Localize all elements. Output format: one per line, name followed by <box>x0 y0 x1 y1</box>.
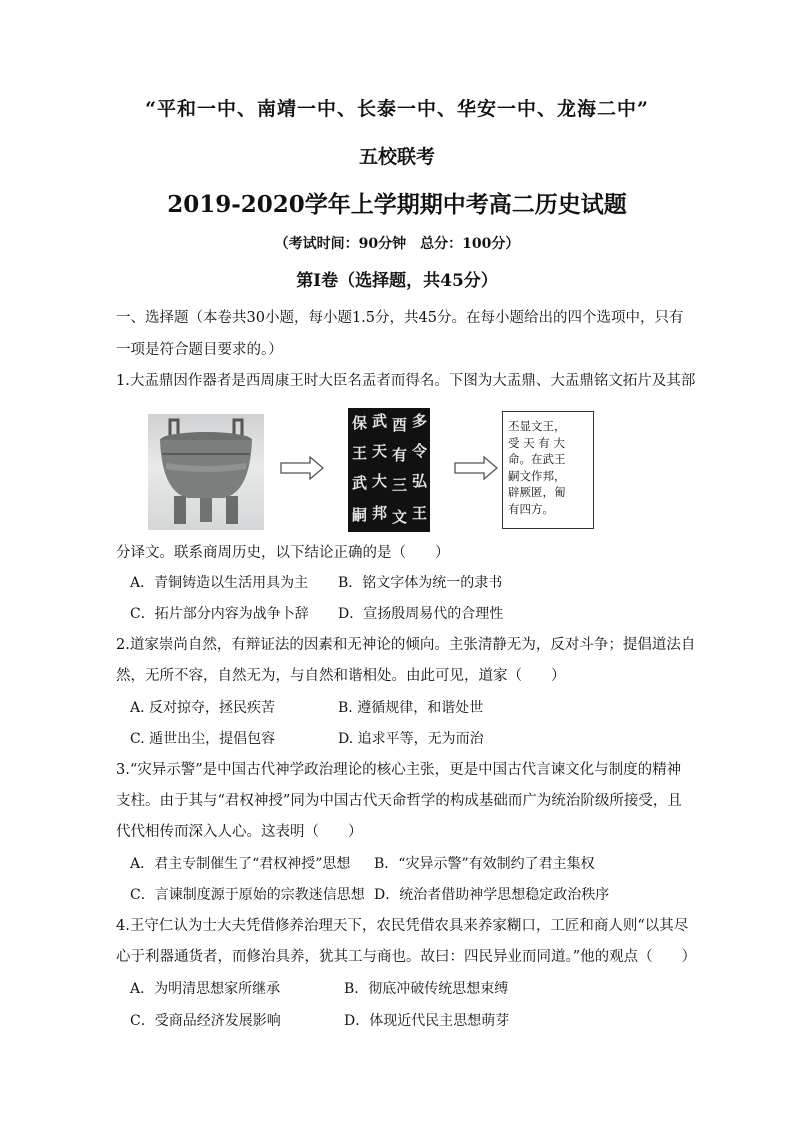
section-instructions-line1: 一、选择题（本卷共30小题，每小题1.5分，共45分。在每小题给出的四个选项中，只有 <box>116 310 684 326</box>
schools-heading: “平和一中、南靖一中、长泰一中、华安一中、龙海二中” <box>145 98 649 120</box>
q4-option-a[interactable]: A．为明清思想家所继承 <box>130 981 281 997</box>
q3-stem-line3: 代代相传而深入人心。这表明（ ） <box>116 824 363 840</box>
translation-box <box>502 411 594 529</box>
joint-exam-heading: 五校联考 <box>358 146 435 168</box>
q1-stem-line1: 1.大盂鼎因作器者是西周康王时大臣名盂者而得名。下图为大盂鼎、大盂鼎铭文拓片及其部 <box>116 373 696 389</box>
q1-stem-line2: 分译文。联系商周历史，以下结论正确的是（ ） <box>116 545 450 561</box>
q1-figure <box>148 408 608 533</box>
part-heading: 第Ⅰ卷（选择题，共45分） <box>296 271 498 291</box>
q4-option-d[interactable]: D．体现近代民主思想萌芽 <box>344 1013 510 1029</box>
translation-line: 有四方。 <box>508 501 554 516</box>
q3-stem-line1: 3.“灾异示警”是中国古代神学政治理论的核心主张，更是中国古代言谏文化与制度的精神 <box>116 762 682 778</box>
arrow-right-icon <box>454 456 498 480</box>
translation-line: 丕显文王， <box>508 419 566 433</box>
arrow-right-icon <box>280 456 324 480</box>
q2-option-d[interactable]: D. 追求平等，无为而治 <box>338 731 484 747</box>
inscription-rubbing-image: 保 武 酉 多 王 天 有 令 武 大 三 弘 嗣 邦 文 王 <box>348 408 430 532</box>
q3-option-d[interactable]: D．统治者借助神学思想稳定政治秩序 <box>374 887 610 903</box>
q3-stem-line2: 支柱。由于其与“君权神授”同为中国古代天命哲学的构成基础而广为统治阶级所接受，且 <box>116 793 682 809</box>
q1-option-c[interactable]: C．拓片部分内容为战争卜辞 <box>130 606 309 622</box>
q2-option-b[interactable]: B. 遵循规律，和谐处世 <box>338 700 484 716</box>
page-title: 2019-2020学年上学期期中考高二历史试题 <box>167 191 627 218</box>
q3-option-b[interactable]: B．“灾异示警”有效制约了君主集权 <box>374 856 595 872</box>
q1-option-d[interactable]: D．宣扬殷周易代的合理性 <box>338 606 504 622</box>
section-instructions-line2: 一项是符合题目要求的。） <box>116 342 283 358</box>
q2-stem-line1: 2.道家崇尚自然，有辩证法的因素和无神论的倾向。主张清静无为，反对斗争；提倡道法自 <box>116 637 696 653</box>
q2-stem-line2: 然，无所不容，自然无为，与自然和谐相处。由此可见，道家（ ） <box>116 668 566 684</box>
translation-line: 受 天 有 大 <box>508 435 565 450</box>
translation-line: 命。在武王 <box>508 452 566 466</box>
translation-line: 嗣文作邦， <box>508 468 566 483</box>
q4-stem-line1: 4.王守仁认为士大夫凭借修养治理天下，农民凭借农具来养家糊口，工匠和商人则“以其尽 <box>116 918 689 934</box>
bronze-ding-image <box>148 414 264 530</box>
q4-option-c[interactable]: C．受商品经济发展影响 <box>130 1013 281 1029</box>
q1-option-a[interactable]: A．青铜铸造以生活用具为主 <box>130 575 309 591</box>
q3-option-c[interactable]: C．言谏制度源于原始的宗教迷信思想 <box>130 887 365 903</box>
q2-option-c[interactable]: C. 遁世出尘，提倡包容 <box>130 731 276 747</box>
translation-line: 辟厥匿，匍 <box>508 485 566 499</box>
q1-option-b[interactable]: B．铭文字体为统一的隶书 <box>338 575 503 591</box>
q3-option-a[interactable]: A．君主专制催生了“君权神授”思想 <box>130 856 351 872</box>
q4-stem-line2: 心于利器通货者，而修治具养，犹其工与商也。故曰：四民异业而同道。”他的观点（ ） <box>116 949 697 965</box>
q2-option-a[interactable]: A. 反对掠夺，拯民疾苦 <box>130 700 276 716</box>
q4-option-b[interactable]: B．彻底冲破传统思想束缚 <box>344 981 509 997</box>
exam-info: （考试时间：90分钟 总分：100分） <box>274 236 520 252</box>
